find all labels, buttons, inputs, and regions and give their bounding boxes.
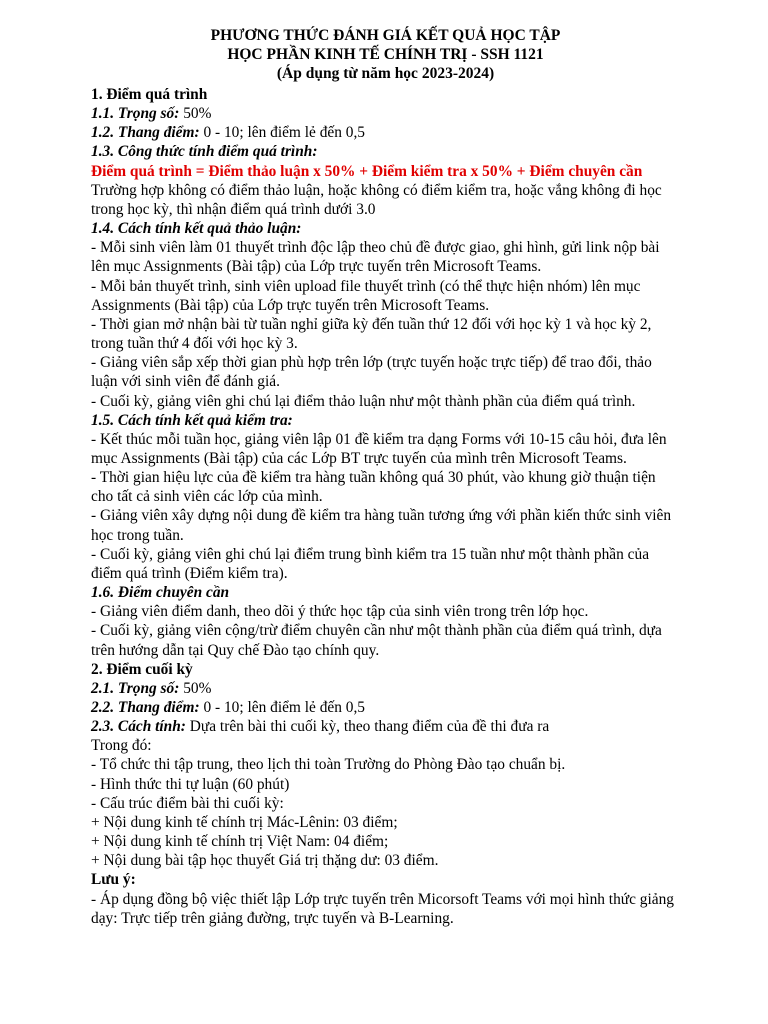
s2-method-label: 2.3. Cách tính: [91,718,186,736]
section-1-heading: 1. Điểm quá trình [91,86,208,103]
section-2-heading: 2. Điểm cuối kỳ [91,660,193,678]
s1-attendance-label: 1.6. Điểm chuyên cần [91,584,230,602]
document-title-line-2: HỌC PHẦN KINH TẾ CHÍNH TRỊ - SSH 1121 [227,46,544,63]
list-item: - Mỗi sinh viên làm 01 thuyết trình độc lập theo chủ đề được giao, ghi hình, gửi link nộp bài lên mục Assignments (Bài tập) của Lớp trực tuyến trên Microsoft Teams. [91,239,660,276]
document-title-line-1: PHƯƠNG THỨC ĐÁNH GIÁ KẾT QUẢ HỌC TẬP [210,27,561,44]
s2-method-value: Dựa trên bài thi cuối kỳ, theo thang điểm của đề thi đưa ra [185,718,550,736]
s1-discussion-label: 1.4. Cách tính kết quả thảo luận: [91,220,302,238]
list-item: - Mỗi bản thuyết trình, sinh viên upload file thuyết trình (có thể thực hiện nhóm) lên mục Assignments (Bài tập) của Lớp trực tuyến trên Microsoft Teams. [91,277,641,314]
s1-weight-label: 1.1. Trọng số: [91,105,180,123]
list-item: Trong đó: [91,737,152,755]
s2-scale-label: 2.2. Thang điểm: [91,699,200,716]
s2-method-line [91,717,680,736]
list-item: - Giảng viên xây dựng nội dung đề kiểm tra hàng tuần tương ứng với phần kiến thức sinh viên học trong tuần. [91,507,672,544]
s1-weight-line [91,104,680,123]
list-item: - Cuối kỳ, giảng viên ghi chú lại điểm trung bình kiểm tra 15 tuần như một thành phần của điểm quá trình (Điểm kiểm tra). [91,545,650,582]
document-body [91,85,680,928]
list-item: - Tổ chức thi tập trung, theo lịch thi toàn Trường do Phòng Đào tạo chuẩn bị. [91,756,566,774]
s1-formula: Điểm quá trình = Điểm thảo luận x 50% + Điểm kiểm tra x 50% + Điểm chuyên cần [91,162,643,180]
list-item: - Cấu trúc điểm bài thi cuối kỳ: [91,794,284,812]
list-item: - Giảng viên điểm danh, theo dõi ý thức học tập của sinh viên trong trên lớp học. [91,603,589,621]
s1-scale-line [91,123,680,142]
list-item: - Thời gian mở nhận bài từ tuần nghỉ giữa kỳ đến tuần thứ 12 đối với học kỳ 1 và học kỳ 2, trong tuần thứ 4 đối với học kỳ 3. [91,315,652,353]
document-title-line-3: (Áp dụng từ năm học 2023-2024) [276,65,495,82]
list-item: - Hình thức thi tự luận (60 phút) [91,775,290,793]
s1-formula-note: Trường hợp không có điểm thảo luận, hoặc không có điểm kiểm tra, hoặc vắng không đi học trong học kỳ, thì nhận điểm quá trình dưới 3.0 [91,181,662,218]
list-item: + Nội dung kinh tế chính trị Việt Nam: 04 điểm; [91,833,389,851]
s2-weight-value: 50% [179,679,212,697]
list-item: - Thời gian hiệu lực của đề kiểm tra hàng tuần không quá 30 phút, vào khung giờ thuận tiện cho tất cả sinh viên các lớp của mình. [91,469,656,506]
list-item: + Nội dung bài tập học thuyết Giá trị thặng dư: 03 điểm. [91,852,439,870]
s1-scale-value: 0 - 10; lên điểm lẻ đến 0,5 [199,124,366,142]
s2-scale-value: 0 - 10; lên điểm lẻ đến 0,5 [199,699,366,716]
note-text: - Áp dụng đồng bộ việc thiết lập Lớp trực tuyến trên Micorsoft Teams với mọi hình thức giảng dạy: Trực tiếp trên giảng đường, trực tuyến và B-Learning. [91,890,674,927]
list-item: - Cuối kỳ, giảng viên ghi chú lại điểm thảo luận như một thành phần của điểm quá trình. [91,392,636,410]
s2-weight-line [91,679,680,698]
s1-scale-label: 1.2. Thang điểm: [91,124,200,142]
list-item: - Kết thúc mỗi tuần học, giảng viên lập 01 đề kiểm tra dạng Forms với 10-15 câu hỏi, đưa lên mục Assignments (Bài tập) của các Lớp BT trực tuyến của mình trên Microsoft Teams. [91,430,667,467]
s1-test-label: 1.5. Cách tính kết quả kiểm tra: [91,411,293,429]
list-item: + Nội dung kinh tế chính trị Mác-Lênin: 03 điểm; [91,813,398,831]
s1-weight-value: 50% [179,105,212,123]
note-heading: Lưu ý: [91,871,136,889]
s1-formula-label: 1.3. Công thức tính điểm quá trình: [91,143,318,161]
s2-scale-line [91,698,680,717]
s2-weight-label: 2.1. Trọng số: [91,679,180,697]
list-item: - Cuối kỳ, giảng viên cộng/trừ điểm chuyên cần như một thành phần của điểm quá trình, dựa trên hướng dẫn tại Quy chế Đào tạo chính quy. [91,622,662,659]
list-item: - Giảng viên sắp xếp thời gian phù hợp trên lớp (trực tuyến hoặc trực tiếp) để trao đổi, thảo luận với sinh viên để đánh giá. [91,354,652,391]
